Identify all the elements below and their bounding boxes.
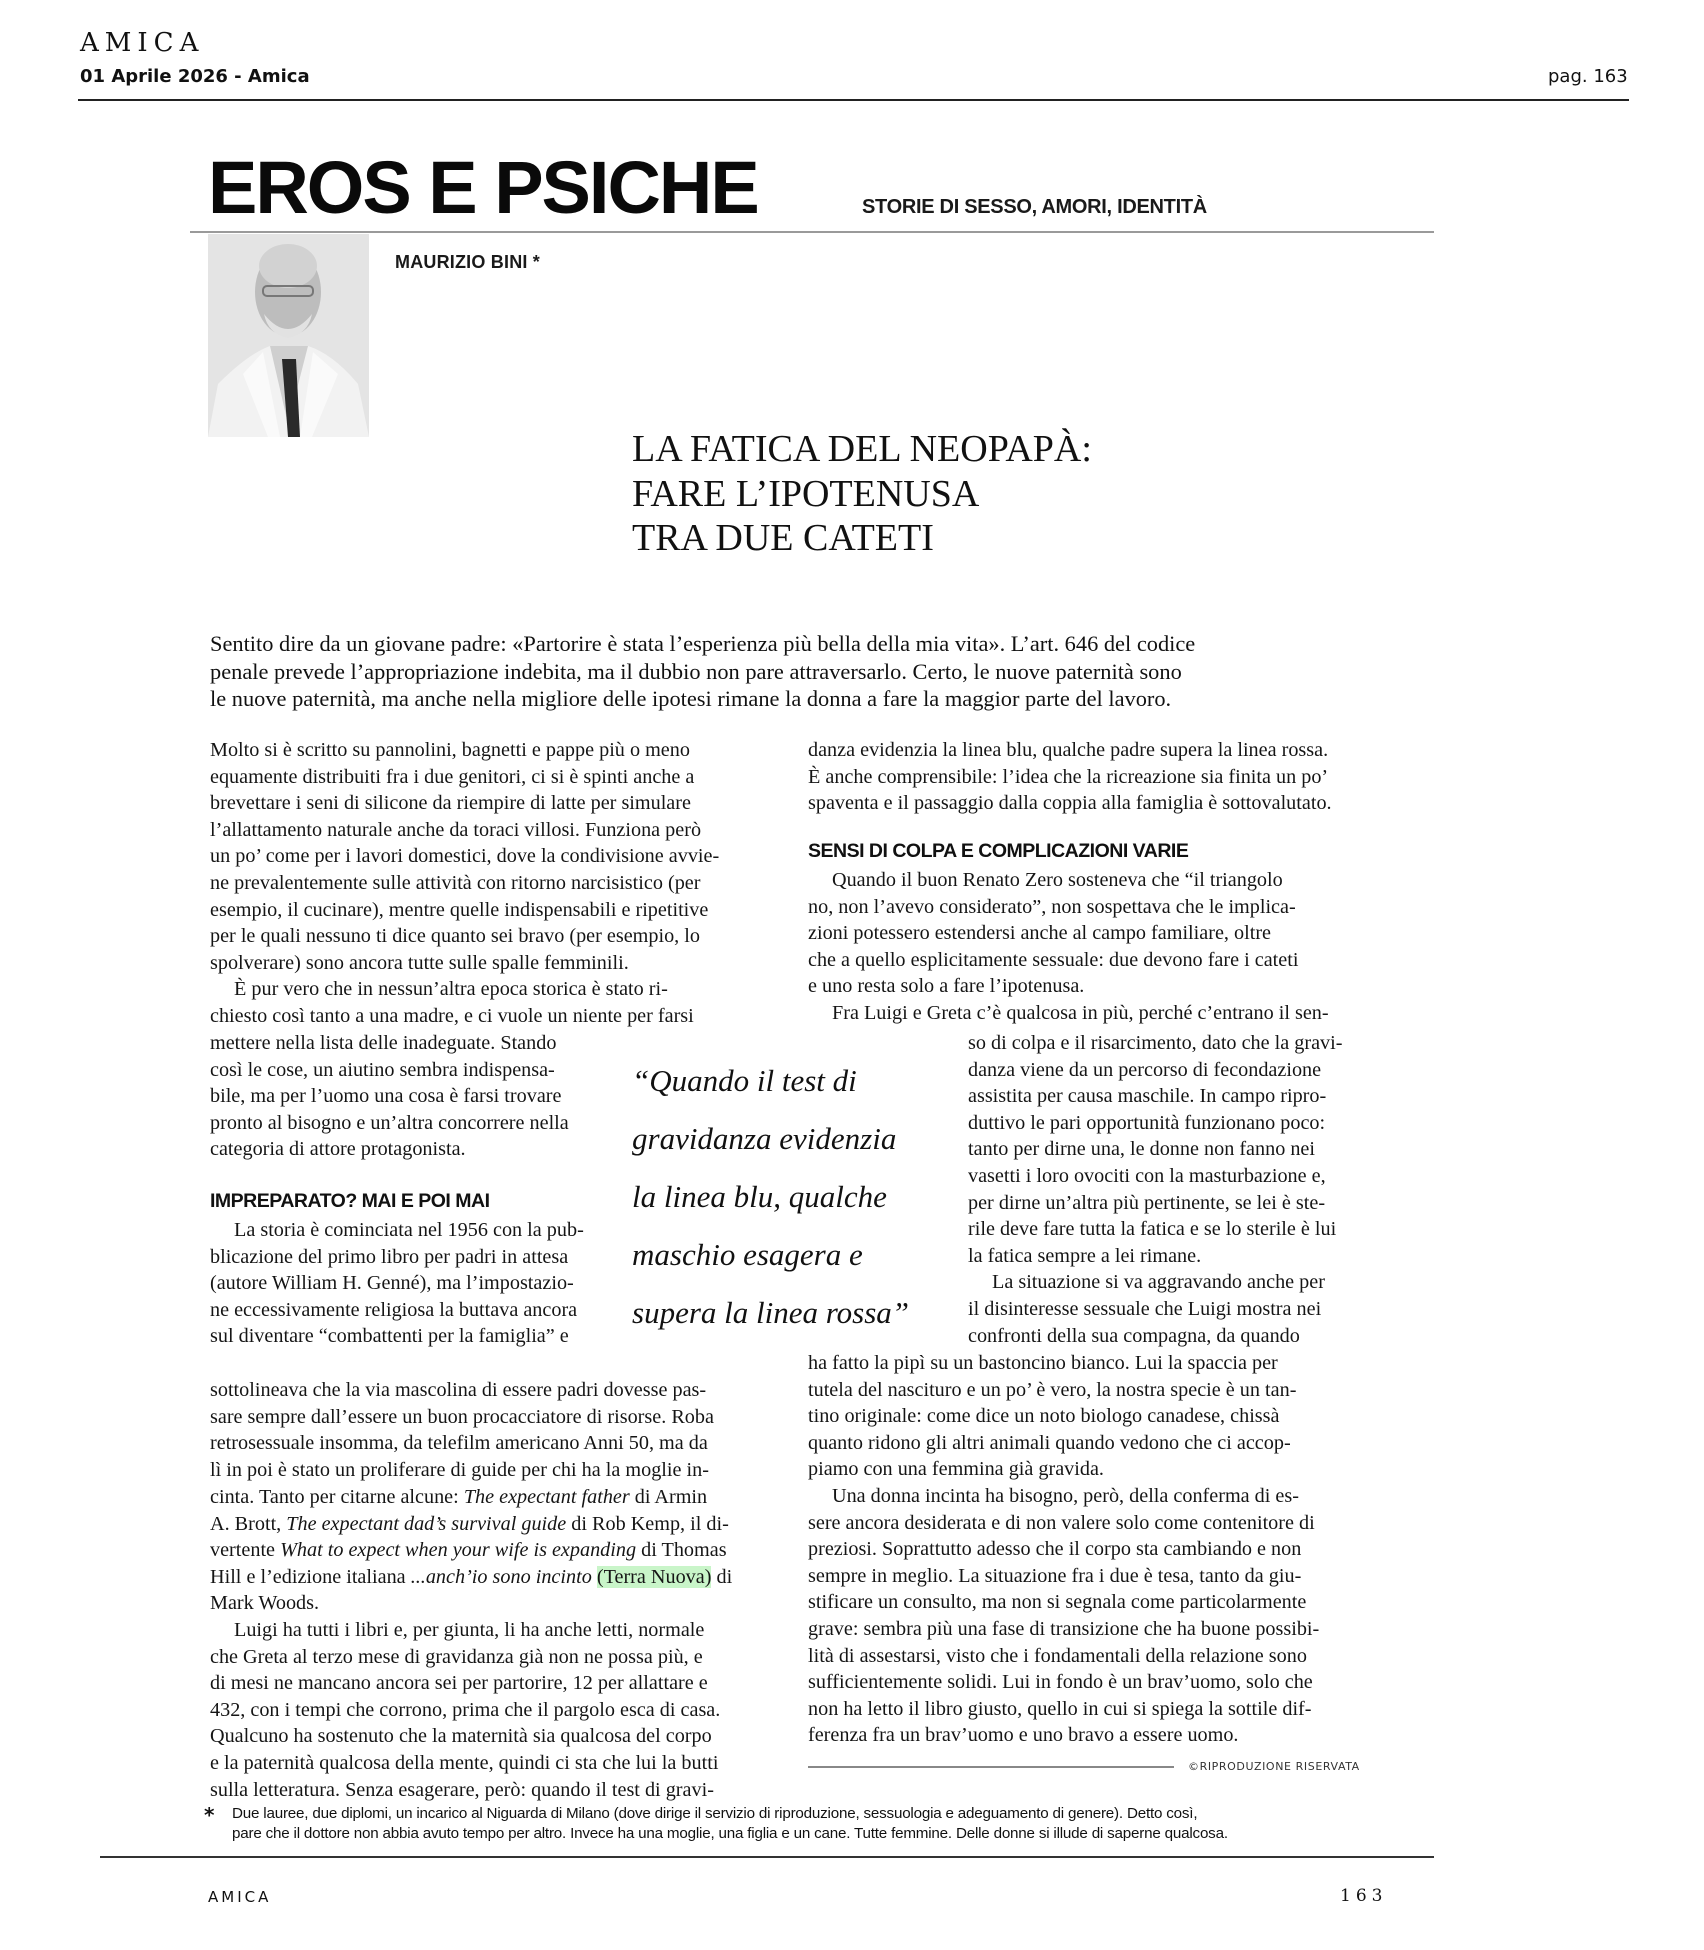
books-line: A. Brott, The expectant dad’s survival guide di Rob Kemp, il di- (210, 1513, 729, 1535)
body-text-line: assistita per causa maschile. In campo ripro- (968, 1085, 1327, 1108)
section-heading-sensi-di-colpa: SENSI DI COLPA E COMPLICAZIONI VARIE (808, 840, 1189, 862)
body-text-line: no, non l’avevo considerato”, non sospettava che le implica- (808, 895, 1296, 918)
section-heading-impreparato: IMPREPARATO? MAI E POI MAI (210, 1190, 490, 1212)
body-text-line: tanto per dirne una, le donne non fanno nei (968, 1138, 1316, 1161)
pull-quote-line: supera la linea rossa” (632, 1295, 910, 1330)
body-text-line: sufficientemente solidi. Lui in fondo è un brav’uomo, solo che (808, 1671, 1313, 1694)
body-text-line: sulla letteratura. Senza esagerare, però: quando il test di gravi- (210, 1778, 714, 1801)
book-title: ...anch’io sono incinto (410, 1566, 592, 1588)
lede-line: le nuove paternità, ma anche nella migliore delle ipotesi rimane la donna a fare la maggior parte del lavoro. (210, 686, 1172, 711)
body-text-line: blicazione del primo libro per padri in attesa (210, 1245, 569, 1268)
body-text-line: La storia è cominciata nel 1956 con la pub- (234, 1219, 584, 1241)
book-title: The expectant father (463, 1486, 630, 1508)
body-text-line: sere ancora desiderata e di non valere solo come contenitore di (808, 1511, 1315, 1534)
body-text-line: lità di assestarsi, visto che i fondamentali della relazione sono (808, 1644, 1307, 1667)
body-text-line: Qualcuno ha sostenuto che la maternità sia qualcosa del corpo (210, 1725, 712, 1748)
books-line: Hill e l’edizione italiana ...anch’io sono incinto (Terra Nuova) di (210, 1566, 733, 1588)
copyright-notice: ©RIPRODUZIONE RISERVATA (1188, 1760, 1360, 1773)
footnote-line: pare che il dottore non abbia avuto tempo per altro. Invece ha una moglie, una figlia e un cane. Tutte femmine. Delle donne si illude di saperne qualcosa. (232, 1825, 1228, 1842)
body-text-line: ne eccessivamente religiosa la buttava ancora (210, 1298, 578, 1321)
body-text-line: ferenza fra un brav’uomo e uno bravo a essere uomo. (808, 1724, 1239, 1747)
headline-line: FARE L’IPOTENUSA (632, 472, 980, 515)
body-text-line: È pur vero che in nessun’altra epoca storica è stato ri- (234, 978, 668, 1001)
body-text-line: grave: sembra più una fase di transizione che ha buone possibi- (808, 1618, 1320, 1640)
body-text-line: tino originale: come dice un noto biologo canadese, chissà (808, 1405, 1280, 1428)
body-text-line: duttivo le pari opportunità funzionano poco: (968, 1111, 1326, 1134)
body-text-line: esempio, il cucinare), mentre quelle indispensabili e ripetitive (210, 898, 709, 921)
body-text-line: e uno resta solo a fare l’ipotenusa. (808, 975, 1085, 998)
pull-quote (632, 1052, 909, 1342)
body-text-line: quanto ridono gli altri animali quando vedono che ci accop- (808, 1431, 1291, 1454)
body-text-line: che a quello esplicitamente sessuale: due devono fare i cateti (808, 948, 1299, 971)
body-text-line: Molto si è scritto su pannolini, bagnetti e pappe più o meno (210, 739, 690, 761)
body-text-line: confronti della sua compagna, da quando (968, 1324, 1300, 1347)
headline-line: TRA DUE CATETI (632, 517, 934, 559)
books-line: vertente What to expect when your wife is expanding di Thomas (210, 1539, 727, 1561)
author-footnote (232, 1804, 1228, 1844)
lede-line: Sentito dire da un giovane padre: «Partorire è stata l’esperienza più bella della mia vita». L’art. 646 del codice (210, 631, 1196, 656)
publication-brand: AMICA (80, 28, 205, 58)
footer-page-number: 163 (1340, 1886, 1388, 1906)
body-text-line: sul diventare “combattenti per la famiglia” e (210, 1325, 569, 1348)
body-text-line: Quando il buon Renato Zero sosteneva che “il triangolo (832, 869, 1283, 891)
headline-line: LA FATICA DEL NEOPAPÀ: (632, 428, 1092, 470)
body-text-line: retrosessuale insomma, da telefilm americano Anni 50, ma da (210, 1432, 708, 1455)
body-text-line: Una donna incinta ha bisogno, però, della conferma di es- (832, 1485, 1299, 1507)
body-text-line: brevettare i seni di silicone da riempire di latte per simulare (210, 792, 691, 815)
body-text-line: spolverare) sono ancora tutte sulle spalle femminili. (210, 951, 629, 974)
body-text-line: Luigi ha tutti i libri e, per giunta, li ha anche letti, normale (234, 1619, 705, 1641)
footer-divider (100, 1856, 1434, 1858)
body-text-line: non ha letto il libro giusto, quello in cui si spiega la sottile dif- (808, 1697, 1312, 1720)
pull-quote-line: maschio esagera e (632, 1237, 863, 1272)
body-text-line: vasetti i loro ovociti con la masturbazione e, (968, 1165, 1326, 1187)
body-text-line: lì in poi è stato un proliferare di guide per chi ha la moglie in- (210, 1458, 709, 1481)
issue-date: 01 Aprile 2026 - Amica (80, 66, 310, 87)
page-label: pag. 163 (1548, 66, 1628, 87)
footer-brand: AMICA (208, 1888, 272, 1906)
publisher-highlight: (Terra Nuova) (596, 1566, 712, 1588)
body-text-line: 432, con i tempi che corrono, prima che il pargolo esca di casa. (210, 1698, 721, 1721)
body-text-line: l’allattamento naturale anche da toraci villosi. Funziona però (210, 818, 702, 841)
pull-quote-line: la linea blu, qualche (632, 1179, 887, 1214)
body-text-line: sempre in meglio. La situazione fra i due è tesa, tanto da giu- (808, 1564, 1302, 1587)
body-text-line: chiesto così tanto a una madre, e ci vuole un niente per farsi (210, 1005, 694, 1027)
body-text-line: piamo con una femmina già gravida. (808, 1458, 1104, 1481)
body-text-line: pronto al bisogno e un’altra concorrere nella (210, 1111, 569, 1134)
body-text-line: e la paternità qualcosa della mente, quindi ci sta che lui la butti (210, 1752, 719, 1774)
body-text-line: sottolineava che la via mascolina di essere padri dovesse pas- (210, 1379, 707, 1401)
body-text-line: ne prevalentemente sulle attività con ritorno narcisistico (per (210, 872, 701, 894)
body-text-line: danza viene da un percorso di fecondazione (968, 1058, 1322, 1081)
body-text-line: preziosi. Soprattutto adesso che il corpo sta cambiando e non (808, 1538, 1302, 1561)
book-title: The expectant dad’s survival guide (286, 1513, 567, 1535)
body-text-line: La situazione si va aggravando anche per (992, 1271, 1325, 1294)
footnote-line: Due lauree, due diplomi, un incarico al Niguarda di Milano (dove dirige il servizio di riproduzione, sessuologia e adeguamento di genere). Detto così, (232, 1805, 1198, 1822)
body-text-line: per le quali nessuno ti dice quanto sei bravo (per esempio, lo (210, 925, 700, 948)
body-text-line: (autore William H. Genné), ma l’impostazio- (210, 1272, 574, 1295)
body-text-line: spaventa e il passaggio dalla coppia alla famiglia è sottovalutato. (808, 792, 1332, 815)
rubric-subtitle: STORIE DI SESSO, AMORI, IDENTITÀ (862, 196, 1207, 218)
body-text-line: È anche comprensibile: l’idea che la ricreazione sia finita un po’ (808, 765, 1329, 788)
body-text-line: di mesi ne mancano ancora sei per partorire, 12 per allattare e (210, 1672, 708, 1695)
body-text-line: zioni potessero estendersi anche al campo familiare, oltre (808, 922, 1272, 945)
body-text-line: stificare un consulto, ma non si segnala come particolarmente (808, 1591, 1307, 1614)
body-text-line: un po’ come per i lavori domestici, dove la condivisione avvie- (210, 845, 720, 868)
body-text-line: danza evidenzia la linea blu, qualche padre supera la linea rossa. (808, 739, 1329, 761)
body-text-line: così le cose, un aiutino sembra indispensa- (210, 1058, 555, 1081)
pull-quote-line: “Quando il test di (632, 1063, 857, 1098)
body-text-line: mettere nella lista delle inadeguate. Stando (210, 1032, 557, 1054)
body-text-line: ha fatto la pipì su un bastoncino bianco. Lui la spaccia per (808, 1352, 1278, 1374)
body-text-line: il disinteresse sessuale che Luigi mostra nei (968, 1298, 1322, 1320)
books-line: Mark Woods. (210, 1592, 320, 1614)
body-text-line: la fatica sempre a lei rimane. (968, 1244, 1202, 1267)
body-text-line: bile, ma per l’uomo una cosa è farsi trovare (210, 1085, 562, 1108)
body-text-line: tutela del nascituro e un po’ è vero, la nostra specie è un tan- (808, 1378, 1297, 1401)
body-text-line: equamente distribuiti fra i due genitori, ci si è spinti anche a (210, 765, 695, 788)
body-text-line: per dirne un’altra più pertinente, se lei è ste- (968, 1191, 1326, 1214)
copyright-divider (808, 1766, 1174, 1768)
lede-line: penale prevede l’appropriazione indebita, ma il dubbio non pare attraversarlo. Certo, le nuove paternità sono (210, 658, 1182, 684)
books-line: cinta. Tanto per citarne alcune: The expectant father di Armin (210, 1486, 708, 1508)
body-text-line: che Greta al terzo mese di gravidanza già non ne possa più, e (210, 1645, 703, 1668)
body-text-line: sare sempre dall’essere un buon procacciatore di risorse. Roba (210, 1405, 714, 1428)
body-text-line: so di colpa e il risarcimento, dato che la gravi- (968, 1032, 1343, 1054)
book-title: What to expect when your wife is expanding (280, 1539, 637, 1561)
body-text-line: rile deve fare tutta la fatica e se lo sterile è lui (968, 1218, 1337, 1241)
body-text-line: Fra Luigi e Greta c’è qualcosa in più, perché c’entrano il sen- (832, 1002, 1329, 1024)
author-name: MAURIZIO BINI * (395, 252, 540, 272)
body-text-line: categoria di attore protagonista. (210, 1138, 466, 1161)
footnote-marker: * (204, 1803, 215, 1827)
pull-quote-line: gravidanza evidenzia (632, 1121, 897, 1156)
rubric-title: EROS E PSICHE (208, 146, 758, 229)
